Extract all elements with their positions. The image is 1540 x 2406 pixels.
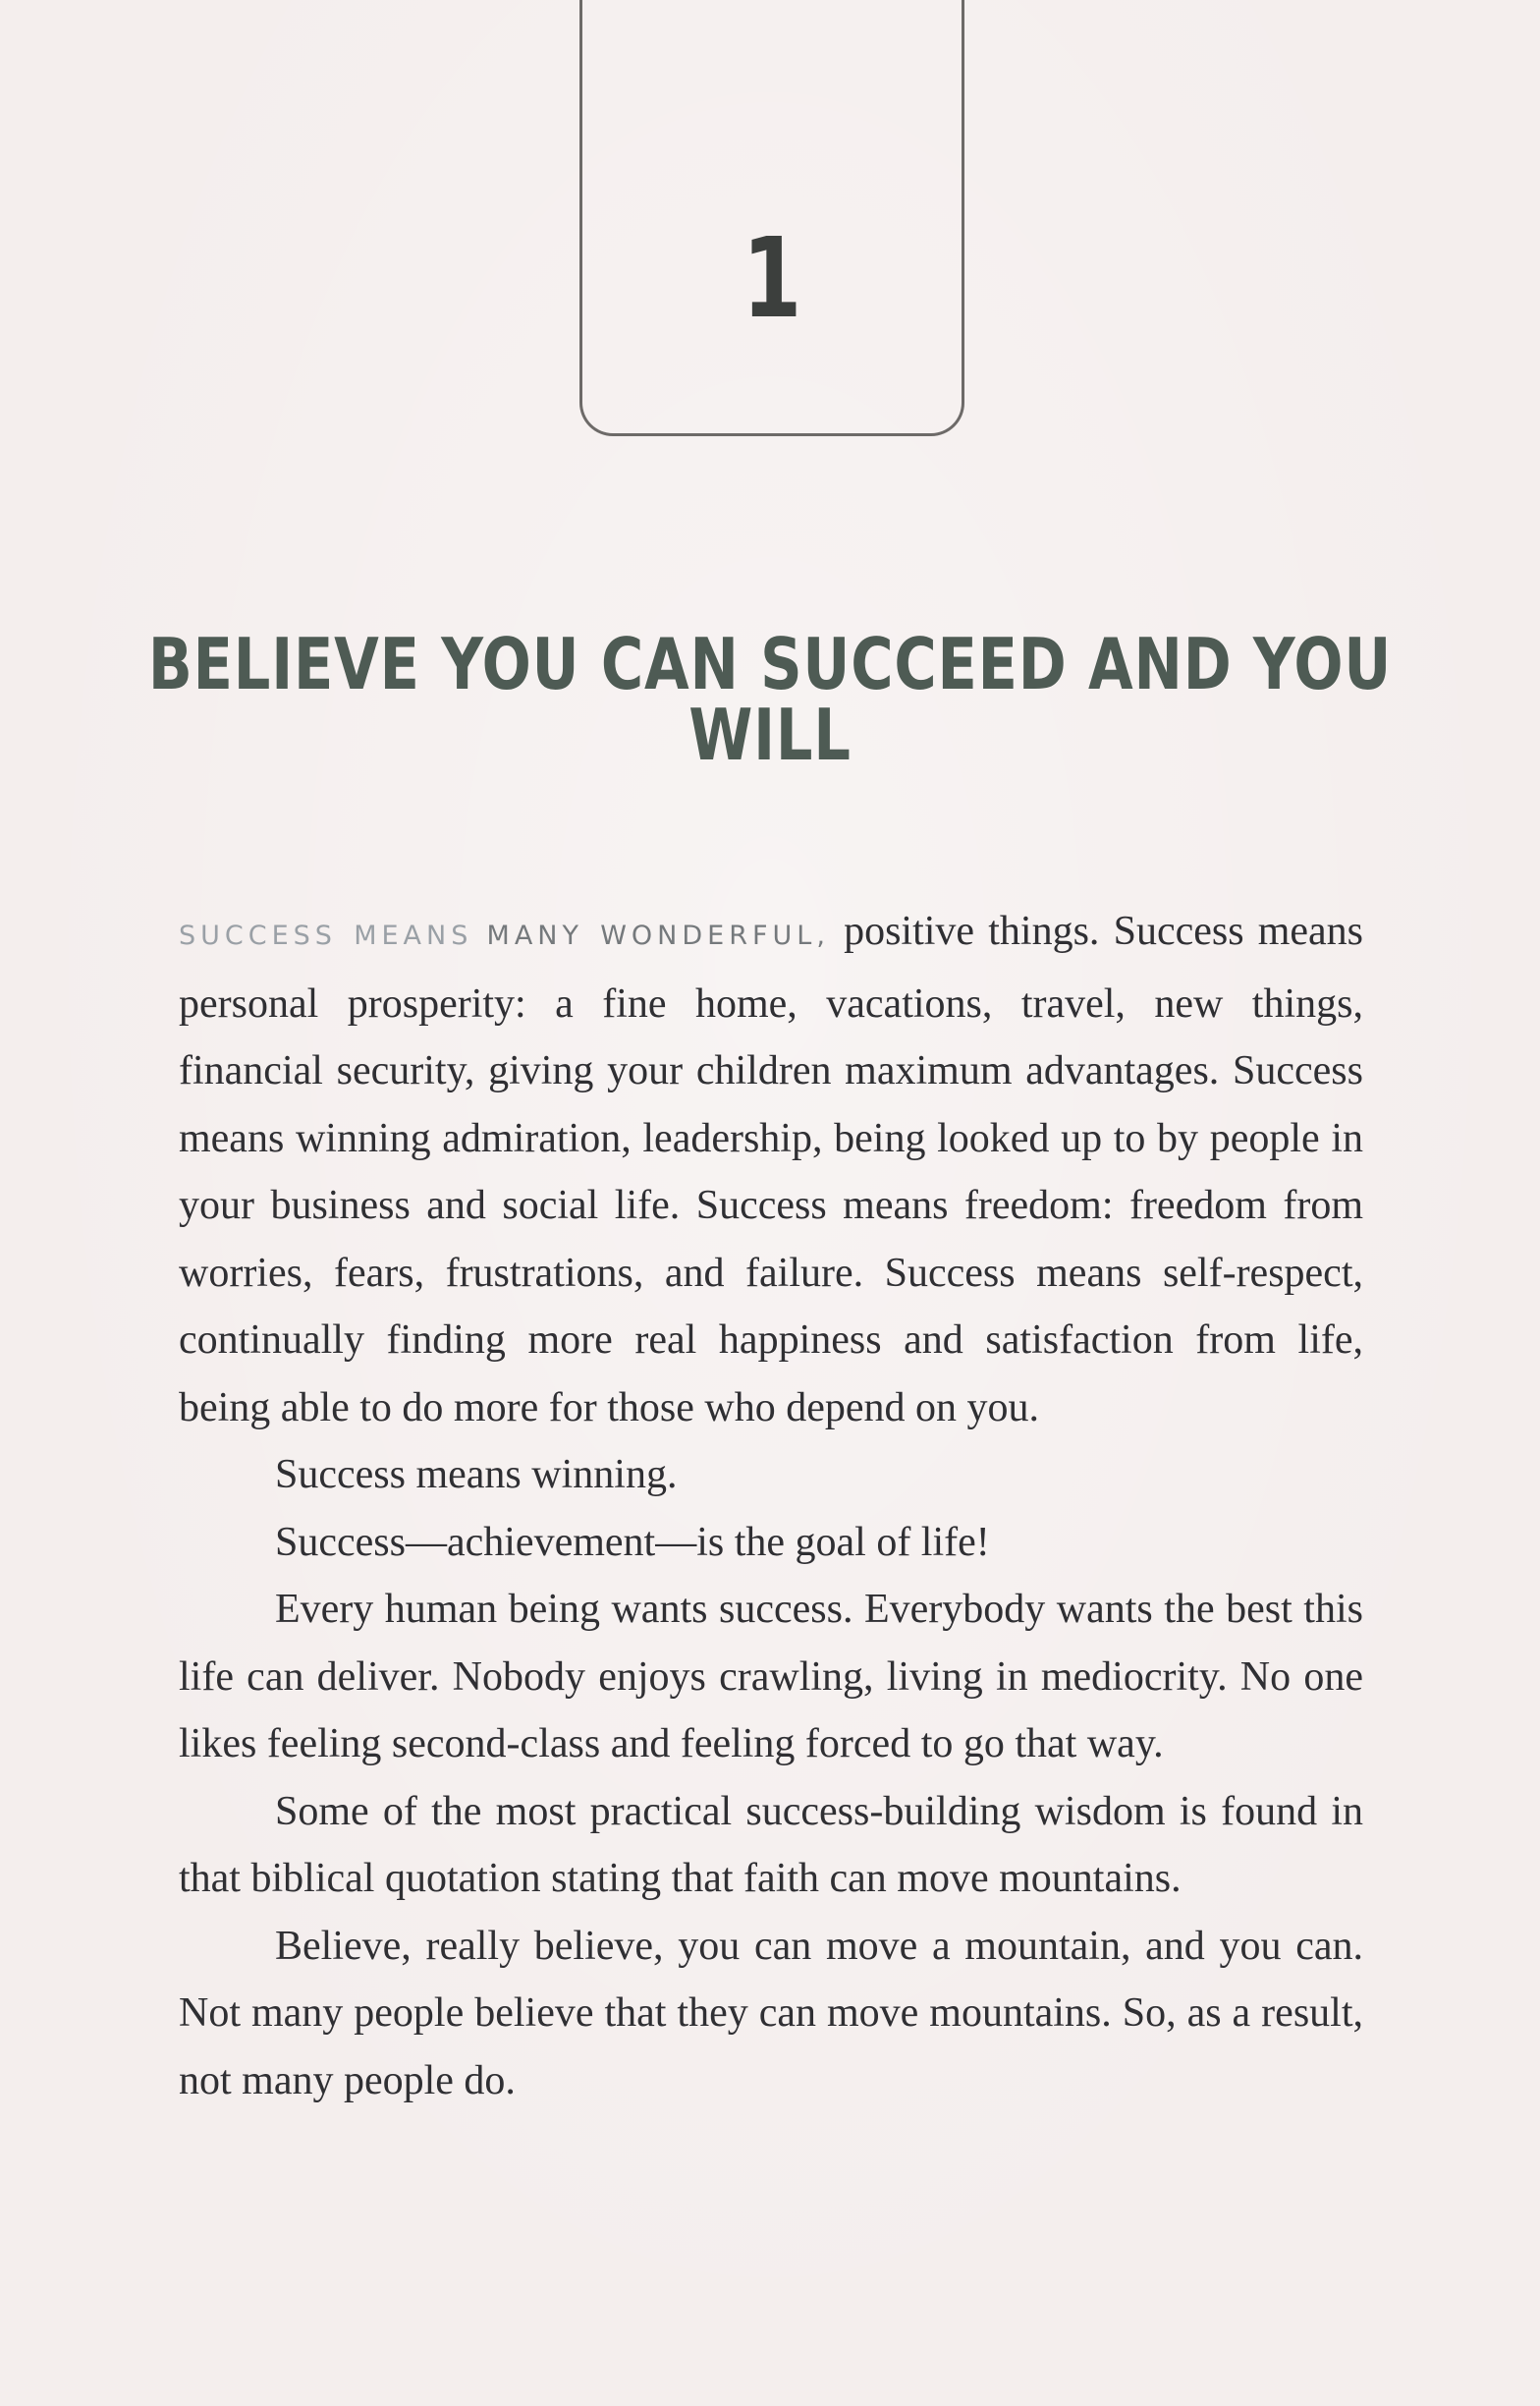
chapter-body [179, 898, 1363, 2114]
lead-in-light: SUCCESS MEANS [179, 921, 473, 951]
chapter-number: 1 [742, 215, 802, 343]
chapter-title: BELIEVE YOU CAN SUCCEED AND YOU WILL [147, 623, 1393, 776]
paragraph-1-text: positive things. Success means personal prosperity: a fine home, vacations, travel, new things, financial security, giving your children maximum advantages. Success means winning admiration, leadership, being looked up to by people in your business and social life. Success means freedom: freedom from worries, fears, frustrations, and failure. Success means self-respect, continually finding more real happiness and satisfaction from life, being able to do more for those who depend on you. [179, 909, 1364, 1430]
paragraph: Success means winning. [275, 1452, 678, 1497]
paragraph: Believe, really believe, you can move a mountain, and you can. Not many people believe that they can move mountains. So, as a result, not many people do. [179, 1923, 1363, 2103]
lead-in-dark: MANY WONDERFUL, [486, 921, 830, 951]
paragraph: Success—achievement—is the goal of life! [275, 1519, 990, 1565]
chapter-number-tab [579, 0, 964, 436]
paragraph: Every human being wants success. Everybody wants the best this life can deliver. Nobody enjoys crawling, living in mediocrity. No one likes feeling second-class and feeling forced to go that way. [179, 1587, 1363, 1766]
paragraph: Some of the most practical success-building wisdom is found in that biblical quotation stating that faith can move mountains. [179, 1788, 1363, 1901]
paragraph [179, 898, 1363, 1441]
